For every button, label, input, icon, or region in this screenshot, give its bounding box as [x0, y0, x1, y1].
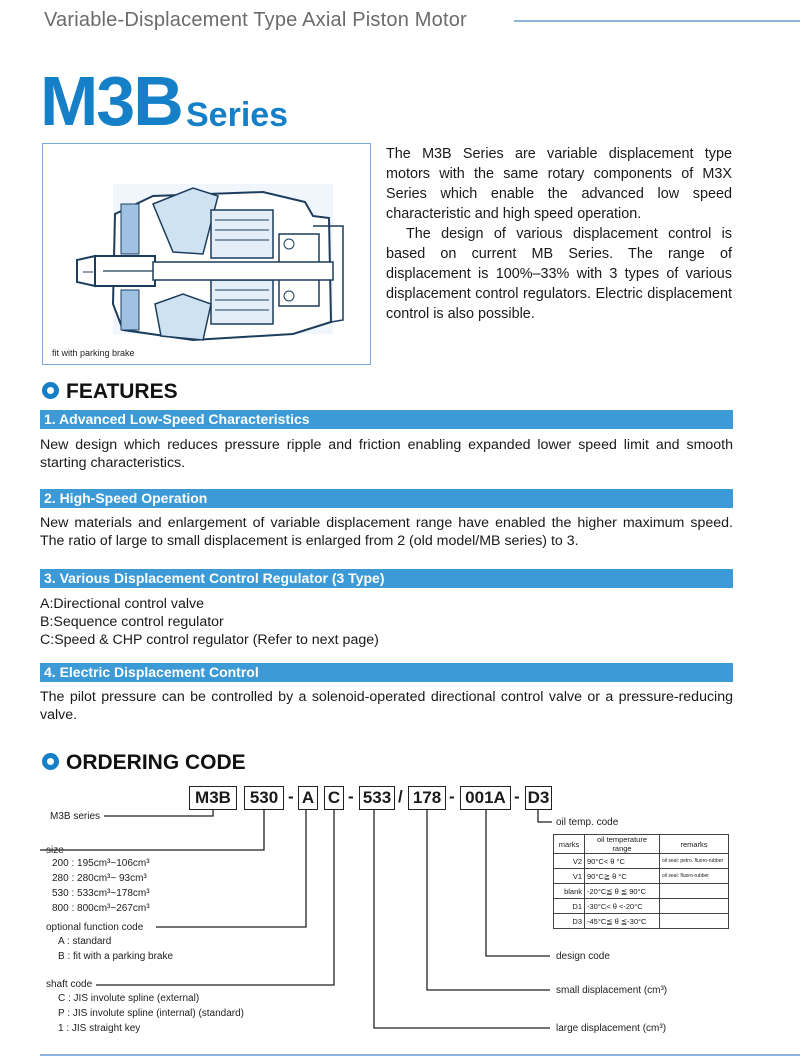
document-header: Variable-Displacement Type Axial Piston Motor: [44, 9, 467, 31]
code-series-box: M3B: [189, 786, 237, 810]
model-title: M3B: [40, 62, 182, 140]
label-option-title: optional function code: [46, 922, 144, 933]
table-cell: 90°C< θ °C: [585, 854, 660, 869]
table-cell: -45°C≦ θ ≦-30°C: [585, 914, 660, 929]
code-slash: /: [398, 787, 403, 806]
oil-temperature-table: [553, 834, 729, 929]
table-row: [554, 899, 729, 914]
feature-1-text: New design which reduces pressure ripple and friction enabling expanded lower speed limit and smooth starting characteristics.: [40, 437, 733, 471]
table-cell: [660, 884, 729, 899]
table-row: [554, 869, 729, 884]
table-row: [554, 854, 729, 869]
table-cell: blank: [554, 884, 585, 899]
shaft-item: 1 : JIS straight key: [58, 1023, 141, 1034]
code-dash-4: -: [514, 787, 520, 806]
option-item: B : fit with a parking brake: [58, 951, 174, 962]
code-dash-1: -: [288, 787, 294, 806]
table-cell: [660, 899, 729, 914]
option-item: A : standard: [58, 936, 112, 947]
label-series: M3B series: [50, 811, 101, 822]
feature-3-line-c: C:Speed & CHP control regulator (Refer to next page): [40, 632, 379, 648]
features-heading: FEATURES: [42, 380, 178, 404]
feature-4-title: 4. Electric Displacement Control: [40, 663, 733, 682]
code-design-box: 001A: [460, 786, 511, 810]
feature-3-title: 3. Various Displacement Control Regulator (3 Type): [40, 569, 733, 588]
table-cell: D1: [554, 899, 585, 914]
table-cell: oil seal: fluoro-rubber: [660, 869, 729, 884]
code-option-box: A: [298, 786, 318, 810]
feature-1-title: 1. Advanced Low-Speed Characteristics: [40, 410, 733, 429]
intro-paragraph-1: The M3B Series are variable displacement type motors with the same rotary components of M3X Series which enable the advanced low speed characteristic and high speed operation.: [386, 146, 732, 222]
figure-caption: fit with parking brake: [52, 348, 135, 358]
code-shaft-box: C: [324, 786, 344, 810]
code-dash-2: -: [348, 787, 354, 806]
table-cell: V1: [554, 869, 585, 884]
table-row: [554, 884, 729, 899]
table-cell: oil seal: petro. fluoro-rubber: [660, 854, 729, 869]
size-item: 200 : 195cm³~106cm³: [52, 858, 150, 869]
table-cell: -20°C≦ θ ≦ 90°C: [585, 884, 660, 899]
code-dash-3: -: [449, 787, 455, 806]
shaft-item: C : JIS involute spline (external): [58, 993, 200, 1004]
label-shaft-title: shaft code: [46, 979, 93, 990]
label-size-title: size: [46, 845, 64, 856]
table-cell: D3: [554, 914, 585, 929]
size-list: [52, 856, 150, 916]
feature-2-text: New materials and enlargement of variable displacement range have enabled the higher maximum speed. The ratio of large to small displacement is enlarged from 2 (old model/MB series) to 3.: [40, 515, 733, 549]
table-cell: V2: [554, 854, 585, 869]
feature-4-text: The pilot pressure can be controlled by a solenoid-operated directional control valve or a pressure-reducing valve.: [40, 689, 733, 723]
table-cell: -30°C< θ <-20°C: [585, 899, 660, 914]
feature-3-line-a: A:Directional control valve: [40, 596, 205, 612]
code-large-box: 533: [359, 786, 395, 810]
shaft-item: P : JIS involute spline (internal) (standard): [58, 1008, 245, 1019]
series-title: Series: [186, 96, 289, 134]
ordering-code-heading: ORDERING CODE: [42, 751, 246, 775]
table-cell: 90°C≧ θ °C: [585, 869, 660, 884]
table-cell: [660, 914, 729, 929]
table-header-row: [554, 835, 729, 854]
code-size-box: 530: [244, 786, 284, 810]
feature-3-line-b: B:Sequence control regulator: [40, 614, 224, 630]
intro-paragraph-2: The design of various displacement control is based on current MB Series. The range of displacement is 100%–33% with 3 types of various displacement control regulators. Electric displacement control is also possible.: [386, 226, 732, 322]
table-header: remarks: [660, 835, 729, 854]
footer-rule: [40, 1054, 800, 1056]
label-design-code: design code: [556, 951, 610, 962]
feature-2-title: 2. High-Speed Operation: [40, 489, 733, 508]
size-item: 530 : 533cm³~178cm³: [52, 888, 150, 899]
table-header: oil temperature range: [585, 835, 660, 854]
label-large-displacement: large displacement (cm³): [556, 1023, 667, 1034]
table-row: [554, 914, 729, 929]
option-list: [58, 934, 173, 964]
code-small-box: 178: [408, 786, 446, 810]
label-oil-temp: oil temp. code: [556, 817, 619, 828]
table-header: marks: [554, 835, 585, 854]
code-oil-box: D3: [525, 786, 552, 810]
label-small-displacement: small displacement (cm³): [556, 985, 668, 996]
shaft-list: [58, 991, 244, 1036]
size-item: 280 : 280cm³~ 93cm³: [52, 873, 147, 884]
size-item: 800 : 800cm³~267cm³: [52, 903, 150, 914]
